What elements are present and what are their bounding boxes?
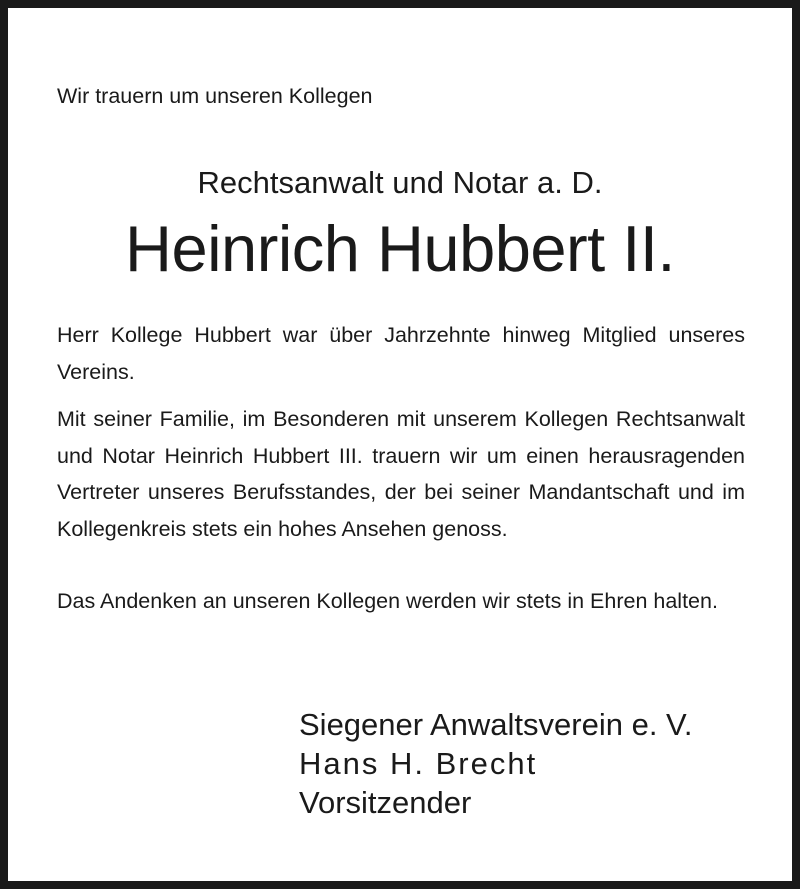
deceased-name: Heinrich Hubbert II. — [125, 212, 675, 285]
paragraph-condolence: Mit seiner Familie, im Besonderen mit unserem Kollegen Rechtsanwalt und Notar Heinrich Hubbert III. trauern wir um einen herausragenden Vertreter unseres Berufsstandes, der bei seiner Mandantschaft und im Kollegenkreis stets ein hohes Ansehen genoss. — [57, 407, 745, 541]
signature-person: Hans H. Brecht — [299, 746, 538, 781]
intro-line: Wir trauern um unseren Kollegen — [57, 84, 373, 108]
profession-title: Rechtsanwalt und Notar a. D. — [197, 165, 603, 200]
paragraph-remembrance: Das Andenken an unseren Kollegen werden wir stets in Ehren halten. — [57, 589, 718, 613]
signature-organization: Siegener Anwaltsverein e. V. — [299, 707, 693, 742]
signature-role: Vorsitzender — [299, 785, 472, 820]
paragraph-membership: Herr Kollege Hubbert war über Jahrzehnte hinweg Mitglied unseres Vereins. — [57, 323, 745, 384]
signature-block — [299, 705, 693, 822]
